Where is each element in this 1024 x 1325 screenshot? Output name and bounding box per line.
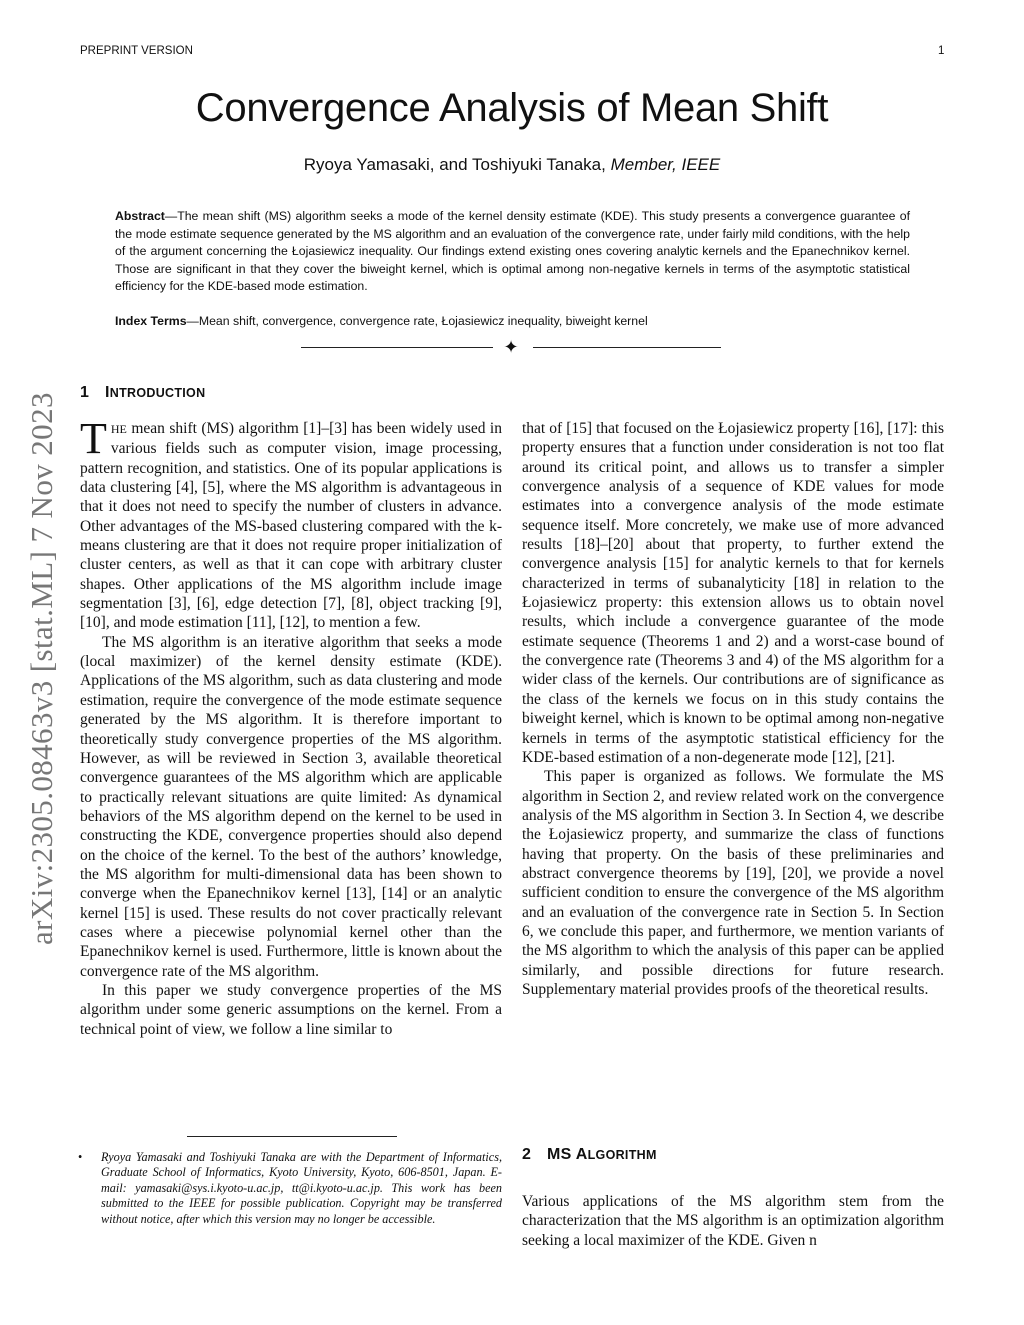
divider-star-icon: ✦ (503, 337, 519, 357)
intro-paragraph-4: that of [15] that focused on the Łojasiewicz property [16], [17]: this property ensures that a function under consideration is not too flat around its critical point, and allows us to transfer a simpler convergence analysis of a sequence of KDE values for mode estimates into a convergence analysis of the mode estimate sequence itself. More concretely, we make use of more advanced results [18]–[20] about that property, to further extend the convergence analysis [15] for analytic kernels to that for kernels characterized in terms of subanalyticity [18] in relation to the Łojasiewicz property: this extension allows us to obtain novel results, which include a convergence guarantee of the mode estimate sequence (Theorems 1 and 2) and a worst-case bound of the convergence rate (Theorems 3 and 4) of the MS algorithm for a wider class of the kernels. Our contributions are of significance as the class of the kernels we focus on in this study contains the biweight kernel, which is known to be optimal among non-negative kernels in terms of the asymptotic statistical efficiency for the KDE-based estimation of a non-degenerate mode [12], [21]. (522, 420, 944, 766)
ms-algorithm-text (522, 1192, 944, 1250)
left-column (80, 414, 502, 1039)
intro-paragraph-5: This paper is organized as follows. We formulate the MS algorithm in Section 2, and review related work on the convergence analysis of the MS algorithm in Section 3. In Section 4, we describe the Łojasiewicz property, and summarize the class of functions having that property. On the basis of these preliminaries and abstract convergence theorems by [19], [20], we provide a novel sufficient condition to ensure the convergence of the MS algorithm and an evaluation of the convergence rate in Section 5. In Section 6, we conclude this paper, and furthermore, we mention variants of the MS algorithm to which the analysis of this paper can be applied similarly, and possible directions for future research. Supplementary material provides proofs of the theoretical results. (522, 768, 944, 998)
section-heading-introduction (80, 384, 205, 402)
section-title-initial: MS A (547, 1146, 588, 1163)
abstract-label: Abstract (115, 209, 165, 223)
section-number: 1 (80, 384, 90, 401)
abstract (115, 208, 910, 296)
index-terms (115, 314, 910, 328)
intro-paragraph-2: The MS algorithm is an iterative algorithm that seeks a mode (local maximizer) of the kernel density estimate (KDE). Applications of the MS algorithm, such as data clustering and mode estimation, require the convergence of the mode estimate sequence generated by the MS algorithm. It is therefore important to theoretically study convergence properties of the MS algorithm. However, as will be reviewed in Section 3, available theoretical convergence guarantees of the MS algorithm which are applicable to practically relevant situations are quite limited: As dynamical behaviors of the MS algorithm depend on the kernel to be used in constructing the KDE, convergence properties should also depend on the choice of the kernel. To the best of the authors’ knowledge, the MS algorithm for multi-dimensional data has been shown to converge when the Epanechnikov kernel [13], [14] or an analytic kernel [15] is used. These results do not cover practically relevant cases where a piecewise polynomial kernel other than the Epanechnikov kernel is used. Furthermore, little is known about the convergence rate of the MS algorithm. (80, 633, 502, 980)
footnote-bullet-icon: • (78, 1150, 83, 1164)
index-terms-text: —Mean shift, convergence, convergence rate, Łojasiewicz inequality, biweight kernel (186, 314, 648, 328)
intro-paragraph-3: In this paper we study convergence properties of the MS algorithm under some generic assumptions on the kernel. From a technical point of view, we follow a line similar to (80, 981, 502, 1038)
section-title-rest: NTRODUCTION (109, 386, 206, 400)
author-names: Ryoya Yamasaki, and Toshiyuki Tanaka, (303, 155, 606, 174)
running-head: PREPRINT VERSION (80, 45, 193, 57)
section-divider (301, 339, 721, 357)
index-terms-label: Index Terms (115, 314, 187, 328)
footnote (80, 1150, 502, 1227)
author-line (0, 155, 1024, 175)
section-heading-ms-algorithm (522, 1146, 657, 1164)
footnote-rule (187, 1136, 397, 1137)
arxiv-stamp: arXiv:2305.08463v3 [stat.ML] 7 Nov 2023 (24, 392, 59, 945)
paper-title: Convergence Analysis of Mean Shift (195, 86, 829, 130)
page-number: 1 (938, 45, 945, 57)
right-column (522, 419, 944, 999)
intro-paragraph-1 (80, 414, 502, 633)
intro-paragraph-1-text: mean shift (MS) algorithm [1]–[3] has been widely used in various fields such as computer vision, image processing, pattern recognition, and statistics. One of its popular applications is data clustering [4], [5], where the MS algorithm is advantageous in that it does not need to specify the number of clusters in advance. Other advantages of the MS-based clustering compared with the k-means clustering are that it does not require proper initialization of cluster centers, as well as that it can cope with arbitrary cluster shapes. Other applications of the MS algorithm include image segmentation [3], [6], edge detection [7], [8], object tracking [9], [10], and mode estimation [11], [12], to mention a few. (80, 420, 502, 632)
section-title-initial: I (105, 384, 110, 401)
footnote-text: Ryoya Yamasaki and Toshiyuki Tanaka are with the Department of Informatics, Graduate School of Informatics, Kyoto University, Kyoto, 606-8501, Japan. E-mail: yamasaki@sys.i.kyoto-u.ac.jp, tt@i.kyoto-u.ac.jp. This work has been submitted to the IEEE for possible publication. Copyright may be transferred without notice, after which this version may no longer be accessible. (101, 1150, 502, 1226)
drop-cap-smallcaps: HE (110, 422, 127, 436)
drop-cap: T (80, 414, 107, 463)
divider-line-right (533, 347, 721, 348)
ms-paragraph-1: Various applications of the MS algorithm stem from the characterization that the MS algorithm is an optimization algorithm seeking a local maximizer of the KDE. Given n (522, 1193, 944, 1249)
divider-line-left (301, 347, 493, 348)
section-title-rest: LGORITHM (587, 1148, 657, 1162)
author-membership: Member, IEEE (610, 155, 721, 174)
section-number: 2 (522, 1146, 532, 1163)
abstract-text: —The mean shift (MS) algorithm seeks a mode of the kernel density estimate (KDE). This study presents a convergence guarantee of the mode estimate sequence generated by the MS algorithm and an evaluation of the convergence rate, under fairly mild conditions, with the help of the argument concerning the Łojasiewicz inequality. Our findings extend existing ones covering analytic kernels and the Epanechnikov kernel. Those are significant in that they cover the biweight kernel, which is optimal among non-negative kernels in terms of the asymptotic statistical efficiency for the KDE-based mode estimation. (115, 209, 910, 294)
